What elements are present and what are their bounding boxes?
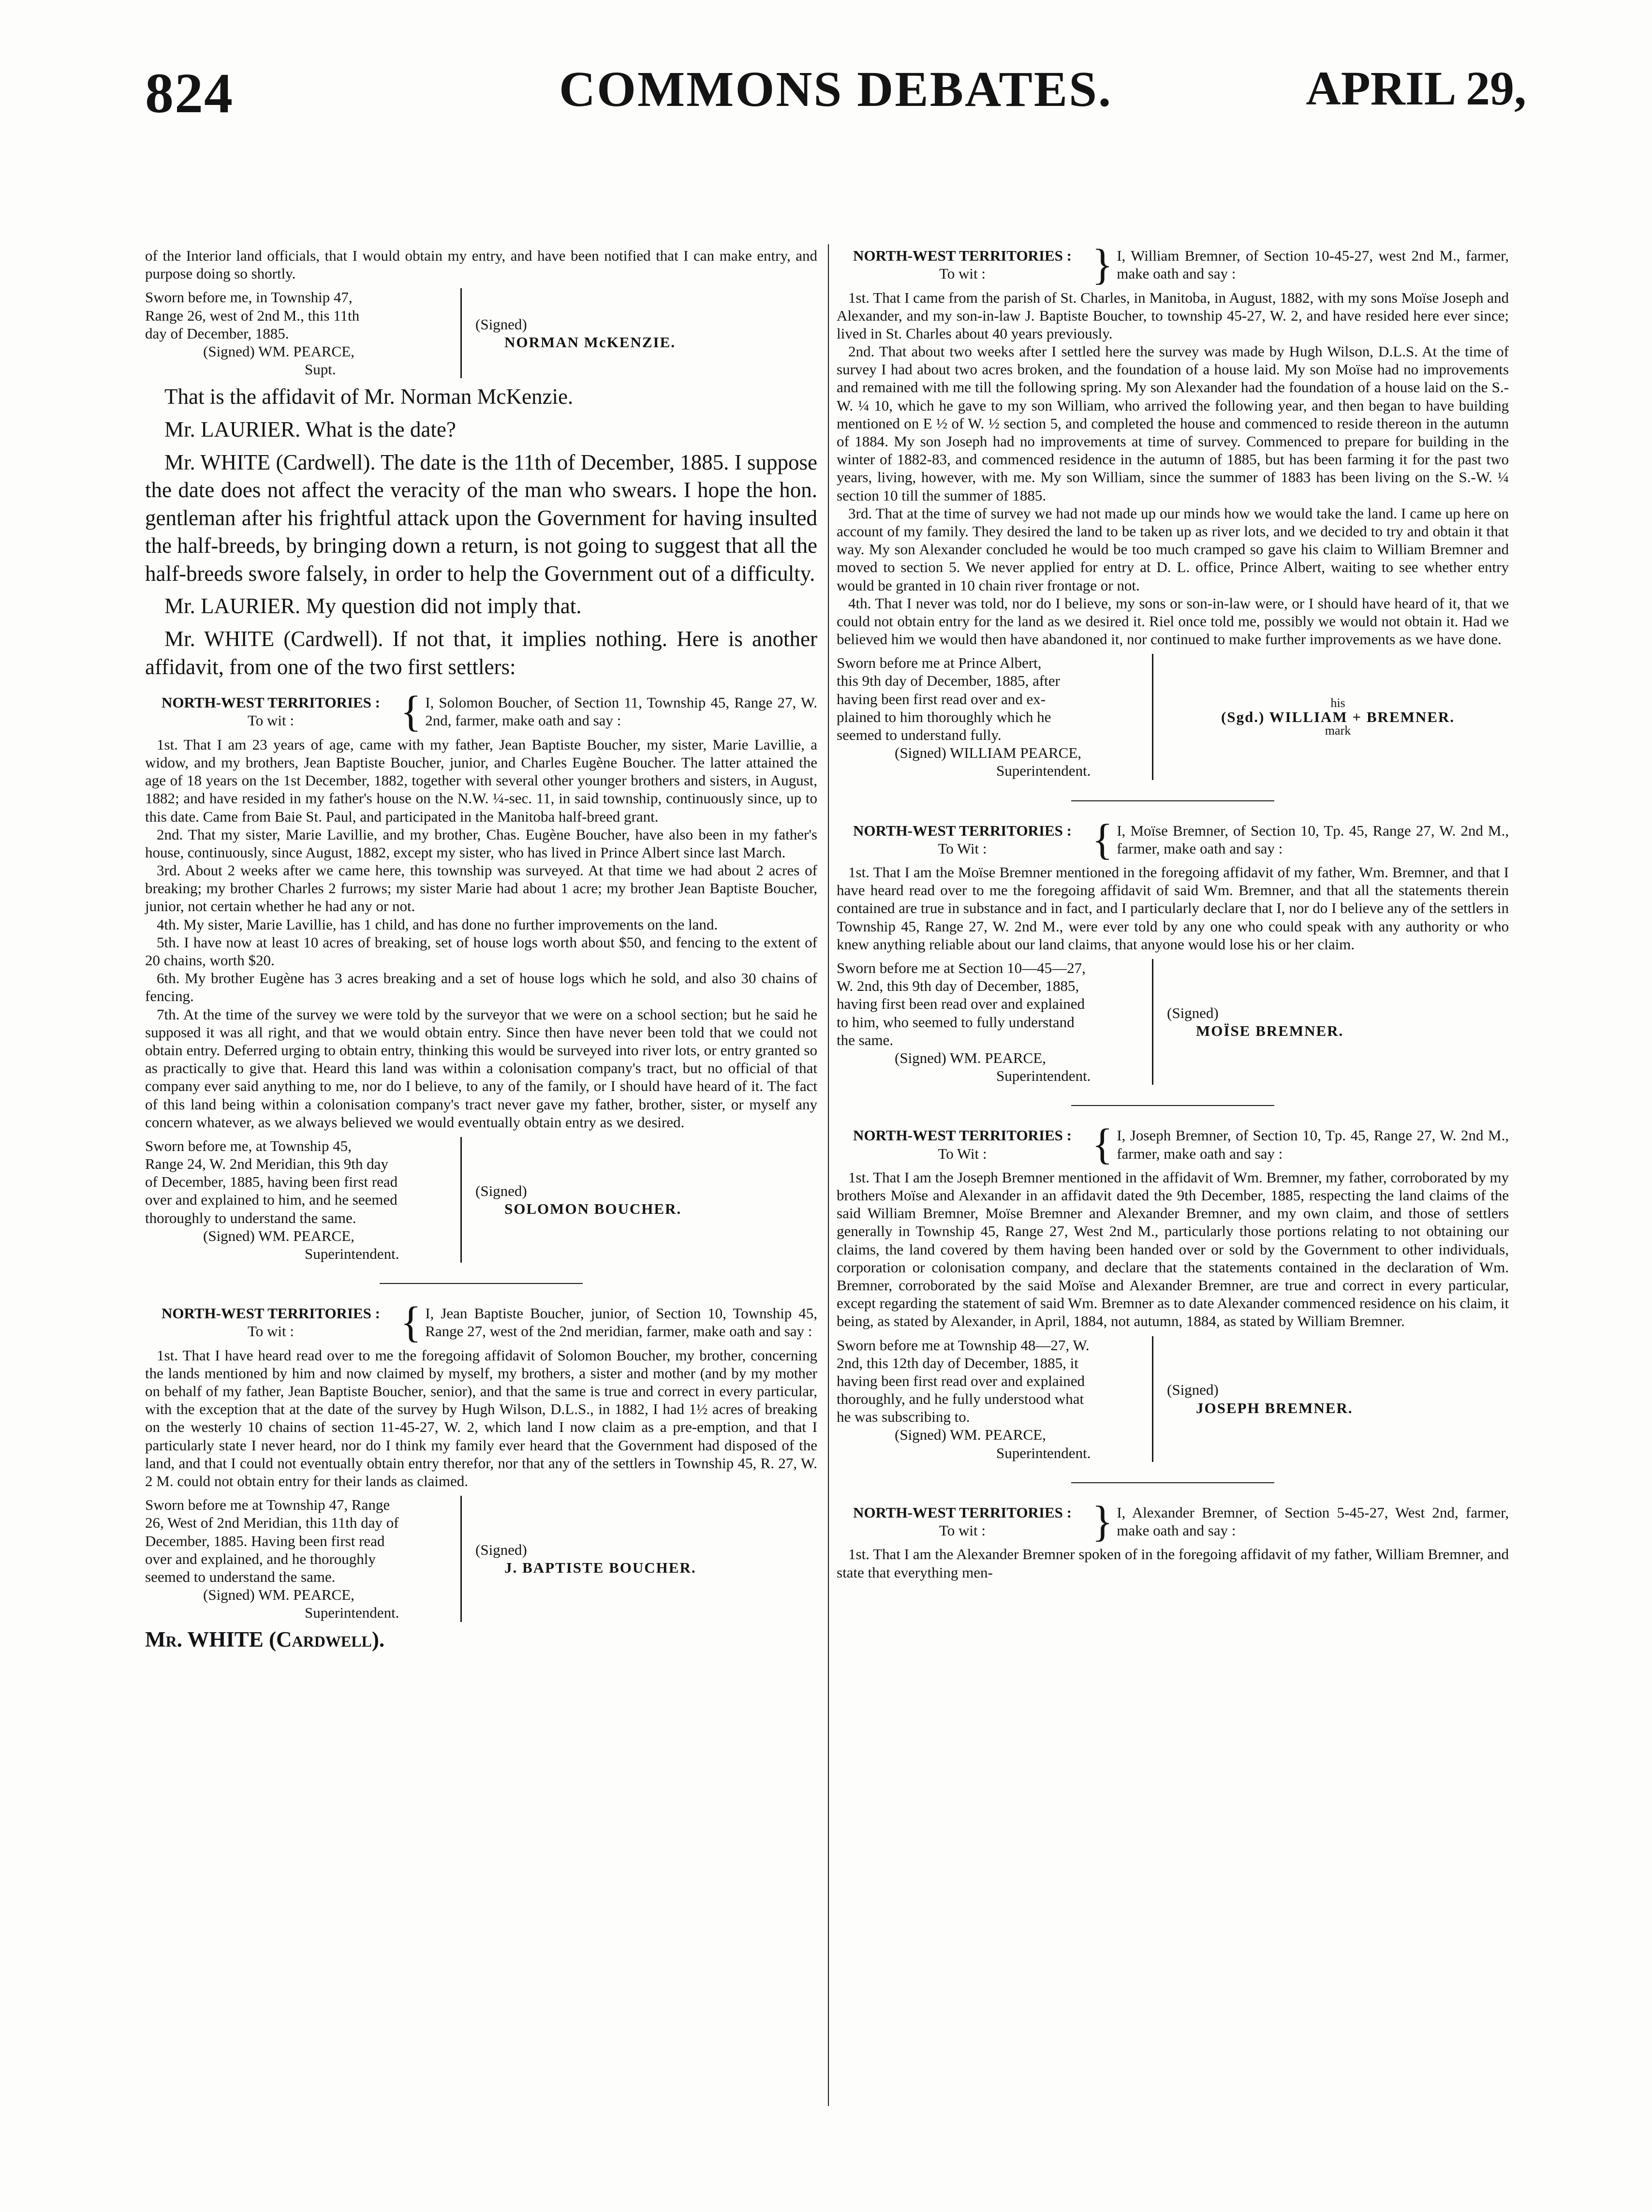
signature-name: NORMAN McKENZIE. [504,334,676,351]
section-separator [1071,1482,1274,1483]
debate-paragraph: Mr. WHITE (Cardwell). The date is the 11th of December, 1885. I suppose the date does not affect the veracity of the man who swears. I hope the hon. gentleman after his frightful attack upon the Government for having insulted the half-breeds, by bringing down a return, is not going to suggest that all the half-breeds swore falsely, in order to help the Government out of a difficulty. [145,450,817,586]
intro-paragraph: of the Interior land officials, that I would obtain my entry, and have been notified that I can make entry, and purpose doing so shortly. [145,247,817,282]
affidavit-joseph: 1st. That I am the Joseph Bremner mentioned in the affidavit of Wm. Bremner, my father, corroborated by my brothers Moïse and Alexander in an affidavit dated the 9th December, 1885, respecting the land claims of the said William Bremner, Moïse Bremner and Alexander Bremner, and my own claim, and those of settlers generally in Township 45, Range 27, West 2nd M., particularly those portions relating to not obtaining our claims, the land covered by them having been handed over or sold by the Government to other individuals, corporation or colonisation company, and declare that the statements contained in the declaration of Wm. Bremner, corroborated by the said Moïse and Alexander Bremner, are true and correct in every particular, except regarding the statement of said Wm. Bremner as to date Alexander commenced residence on his claim, it being, as stated by Alexander, in April, 1884, not autumn, 1884, as stated by William Bremner. [837,1168,1509,1330]
sworn-block-william: Sworn before me at Prince Albert, this 9th day of December, 1885, after having been first read over and ex- plained to him thoroughly which he seemed to understand fully. (Signed) WILLIAM PEARCE, Superintendent. his (Sgd.) WILLIAM + BREMNER. mark [837,654,1455,780]
column-divider [828,244,829,2106]
page-title: COMMONS DEBATES. [559,61,1112,117]
signature-name: J. BAPTISTE BOUCHER. [504,1559,696,1577]
debate-paragraph: Mr. LAURIER. My question did not imply that. [164,594,582,619]
affidavit-moise: 1st. That I am the Moïse Bremner mentioned in the foregoing affidavit of my father, Wm. Bremner, and that I have heard read over to me the foregoing affidavit of said Wm. Bremner, and that all the statements therein contained are true in substance and in fact, and I particularly declare that I, nor do I believe any of the settlers in Township 45, Range 27, W. 2nd M., were ever told by any one who could speak with any authority or who knew anything reliable about our land claims, that anyone would lose his or her claim. [837,864,1509,953]
affidavit-heading-alexander: NORTH-WEST TERRITORIES : To wit : } I, Alexander Bremner, of Section 5-45-27, West 2nd, farmer, make oath and say : [853,1497,1509,1546]
affidavit-solomon: 1st. That I am 23 years of age, came with my father, Jean Baptiste Boucher, my sister, Marie Lavillie, a widow, and my brothers, Jean Baptiste Boucher, junior, and Charles Eugène Boucher. The latter attained the age of 18 years on the 1st December, 1882, together with several other younger brothers and sisters, in August, 1882; and have resided in my father's house on the N.W. ¼-sec. 11, in said township, continuously since, up to this date. Came from Baie St. Paul, and participated in the Manitoba half-breed grant. 2nd. That my sister, Marie Lavillie, and my brother, Chas. Eugène Boucher, have also been in my father's house, continuously, since August, 1882, except my sister, who has lived in Prince Albert since last March. 3rd. About 2 weeks after we came here, this township was surveyed. At that time we had about 2 acres of breaking; my brother Charles 2 furrows; my sister Marie had about 1 acre; my brother Jean Baptiste Boucher, junior, not certain whether he had any or not. 4th. My sister, Marie Lavillie, has 1 child, and has done no further improvements on the land. 5th. I have now at least 10 acres of breaking, set of house logs worth about $50, and fencing to the extent of 20 chains, worth $20. 6th. My brother Eugène has 3 acres breaking and a set of house logs which he sold, and also 30 chains of fencing. 7th. At the time of the survey we were told by the surveyor that we were on a school section; but he said he supposed it was all right, and that we would obtain entry. Since then have never been told that we could not obtain entry. Deferred urging to obtain entry, thinking this would be surveyed into river lots, or entry granted so as practically to give that. Heard this land was within a colonisation company's tract, but no official of that company ever said anything to me, nor do I believe, to any of the family, or I should have heard of it. The fact of this land being within a colonisation company's tract never gave my father, brother, sister, or myself any concern whatever, as we always believed we would eventually obtain entry as we desired. [145,736,817,1131]
affidavit-alexander: 1st. That I am the Alexander Bremner spoken of in the foregoing affidavit of my father, William Bremner, and state that everything men- [837,1546,1509,1581]
page-date: APRIL 29, [1306,61,1526,115]
affidavit-heading-william: NORTH-WEST TERRITORIES : To wit : } I, William Bremner, of Section 10-45-27, west 2nd M., farmer, make oath and say : [853,241,1509,289]
affidavit-heading-solomon: NORTH-WEST TERRITORIES : To wit : { I, Solomon Boucher, of Section 11, Township 45, Range 27, W. 2nd, farmer, make oath and say : [162,688,817,736]
sworn-block-joseph: Sworn before me at Township 48—27, W. 2nd, this 12th day of December, 1885, it having been first read over and explained thoroughly, and he fully understood what he was subscribing to. (Signed) WM. PEARCE, Superintendent. (Signed) JOSEPH BREMNER. [837,1336,1509,1462]
affidavit-heading-moise: NORTH-WEST TERRITORIES : To Wit : { I, Moïse Bremner, of Section 10, Tp. 45, Range 27, W. 2nd M., farmer, make oath and say : [853,815,1509,864]
left-column [145,247,817,1652]
affidavit-william: 1st. That I came from the parish of St. Charles, in Manitoba, in August, 1882, with my sons Moïse Joseph and Alexander, and my son-in-law J. Baptiste Boucher, to township 45-27, W. 2, and have resided here ever since; lived in St. Charles about 40 years previously. 2nd. That about two weeks after I settled here the survey was made by Hugh Wilson, D.L.S. At the time of survey I had about two acres broken, and the foundation of a house laid. My son Moïse had no improvements and remained with me till the following spring. My son Alexander had the foundation of a house laid on the S.-W. ¼ 10, which he gave to my son William, who arrived the following year, and then began to have building mentioned on E ½ of W. ½ section 5, and completed the house and commenced to reside thereon in the autumn of 1884. My son Joseph had no improvements at time of survey. Commenced to prepare for building in the winter of 1882-83, and commenced residence in the autumn of 1885, but has been farming it for the past two years, living, however, with me. My son William, since the summer of 1883 has been living on the S.-W. ¼ section 10 till the summer of 1885. 3rd. That at the time of survey we had not made up our minds how we would take the land. I came up here on account of my family. They desired the land to be taken up as river lots, and we decided to try and obtain it that way. My son Alexander concluded he would be too much cramped so gave his claim to William Bremner and moved to section 5. We never applied for entry at D. L. office, Prince Albert, waiting to see whether entry would be granted in 10 chain river frontage or not. 4th. That I never was told, nor do I believe, my sons or son-in-law were, or I should have heard of it, that we could not obtain entry for the land as we desired it. Riel once told me, possibly we would not obtain it. Had we believed him we would then have abandoned it, nor continued to make further improvements as we have done. [837,289,1509,648]
signature-name: (Sgd.) WILLIAM + BREMNER. [1221,708,1455,725]
page-number: 824 [145,61,234,125]
affidavit-heading-joseph: NORTH-WEST TERRITORIES : To Wit : { I, Joseph Bremner, of Section 10, Tp. 45, Range 27, W. 2nd M., farmer, make oath and say : [853,1121,1509,1169]
debate-paragraph: Mr. WHITE (Cardwell). If not that, it implies nothing. Here is another affidavit, from one of the two first settlers: [145,627,817,679]
affidavit-heading-jean-baptiste: NORTH-WEST TERRITORIES : To wit : { I, Jean Baptiste Boucher, junior, of Section 10, Township 45, Range 27, west of the 2nd meridian, farmer, make oath and say : [162,1298,817,1347]
debate-paragraph: Mr. LAURIER. What is the date? [164,417,456,442]
section-separator [380,1283,583,1284]
sworn-block-moise: Sworn before me at Section 10—45—27, W. 2nd, this 9th day of December, 1885, having first been read over and explained to him, who seemed to fully understand the same. (Signed) WM. PEARCE, Superintendent. (Signed) MOÏSE BREMNER. [837,959,1509,1085]
debate-paragraph: That is the affidavit of Mr. Norman McKenzie. [164,384,574,409]
right-column [837,241,1509,1581]
section-separator [1071,800,1274,801]
affidavit-jean-baptiste: 1st. That I have heard read over to me the foregoing affidavit of Solomon Boucher, my brother, concerning the lands mentioned by him and now claimed by myself, my brothers, a sister and mother (and by my mother on behalf of my father, Jean Baptiste Boucher, senior), and that the same is true and correct in every particular, with the exception that at the date of the survey by Hugh Wilson, D.L.S., in 1882, I had 1½ acres of breaking on the westerly 10 chains of section 11-45-27, W. 2, which land I now claim as a pre-emption, and that I particularly state I never heard, nor do I think my family ever heard that the Government had disposed of the land, and that I could not eventually obtain entry therefor, nor that any of the settlers in Township 45, R. 27, W. 2 M. could not obtain entry for their lands as claimed. [145,1346,817,1489]
signature-name: SOLOMON BOUCHER. [504,1200,682,1218]
sworn-block-jean-baptiste: Sworn before me at Township 47, Range 26, West of 2nd Meridian, this 11th day of December, 1885. Having been first read over and explained, and he thoroughly seemed to understand the same. (Signed) WM. PEARCE, Superintendent. (Signed) J. BAPTISTE BOUCHER. [145,1496,817,1622]
sworn-block-mckenzie: Sworn before me, in Township 47, Range 26, west of 2nd M., this 11th day of December, 1885. (Signed) WM. PEARCE, Supt. (Signed) NORMAN McKENZIE. [145,288,817,378]
speaker-line: Mr. WHITE (Cardwell). [145,1627,385,1652]
section-separator [1071,1105,1274,1106]
page-header [145,60,1526,133]
signature-name: JOSEPH BREMNER. [1196,1399,1353,1416]
sworn-block-solomon: Sworn before me, at Township 45, Range 24, W. 2nd Meridian, this 9th day of December, 1885, having been first read over and explained to him, and he seemed thoroughly to understand the same. (Signed) WM. PEARCE, Superintendent. (Signed) SOLOMON BOUCHER. [145,1137,817,1263]
signature-name: MOÏSE BREMNER. [1196,1022,1344,1040]
